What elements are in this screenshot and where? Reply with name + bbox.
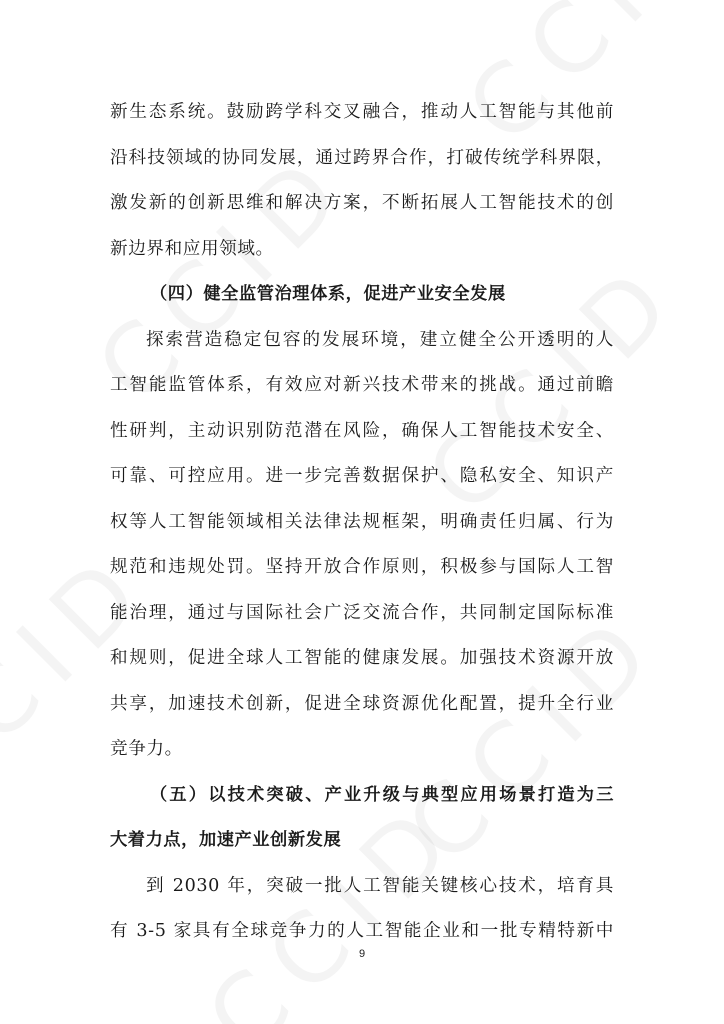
- body-line: 激发新的创新思维和解决方案，不断拓展人工智能技术的创: [110, 193, 614, 213]
- body-line: 新生态系统。鼓励跨学科交叉融合，推动人工智能与其他前: [110, 102, 614, 122]
- body-line: 新边界和应用领域。: [110, 238, 274, 259]
- body-line: 沿科技领域的协同发展，通过跨界合作，打破传统学科界限，: [110, 147, 614, 168]
- body-line: 权等人工智能领域相关法律法规框架，明确责任归属、行为: [110, 511, 614, 532]
- body-line: 到 2030 年，突破一批人工智能关键核心技术，培育具: [146, 875, 614, 896]
- body-line: 能治理，通过与国际社会广泛交流合作，共同制定国际标准: [110, 602, 614, 623]
- document-body: [110, 90, 614, 955]
- section-heading: 大着力点，加速产业创新发展: [110, 830, 342, 850]
- body-line: 性研判，主动识别防范潜在风险，确保人工智能技术安全、: [110, 420, 614, 441]
- section-heading: （四）健全监管治理体系，促进产业安全发展: [150, 284, 506, 304]
- page-number: 9: [358, 948, 366, 960]
- body-line: 工智能监管体系，有效应对新兴技术带来的挑战。通过前瞻: [110, 375, 614, 395]
- body-line: 探索营造稳定包容的发展环境，建立健全公开透明的人: [146, 329, 614, 350]
- section-heading: （五）以技术突破、产业升级与典型应用场景打造为三: [150, 784, 614, 805]
- body-line: 可靠、可控应用。进一步完善数据保护、隐私安全、知识产: [110, 466, 614, 486]
- body-line: 规范和违规处罚。坚持开放合作原则，积极参与国际人工智: [110, 557, 614, 577]
- body-line: 竞争力。: [110, 739, 183, 759]
- body-line: 共享，加速技术创新，促进全球资源优化配置，提升全行业: [110, 693, 614, 714]
- body-line: 有 3-5 家具有全球竞争力的人工智能企业和一批专精特新中: [110, 921, 614, 941]
- body-line: 和规则，促进全球人工智能的健康发展。加强技术资源开放: [110, 648, 614, 668]
